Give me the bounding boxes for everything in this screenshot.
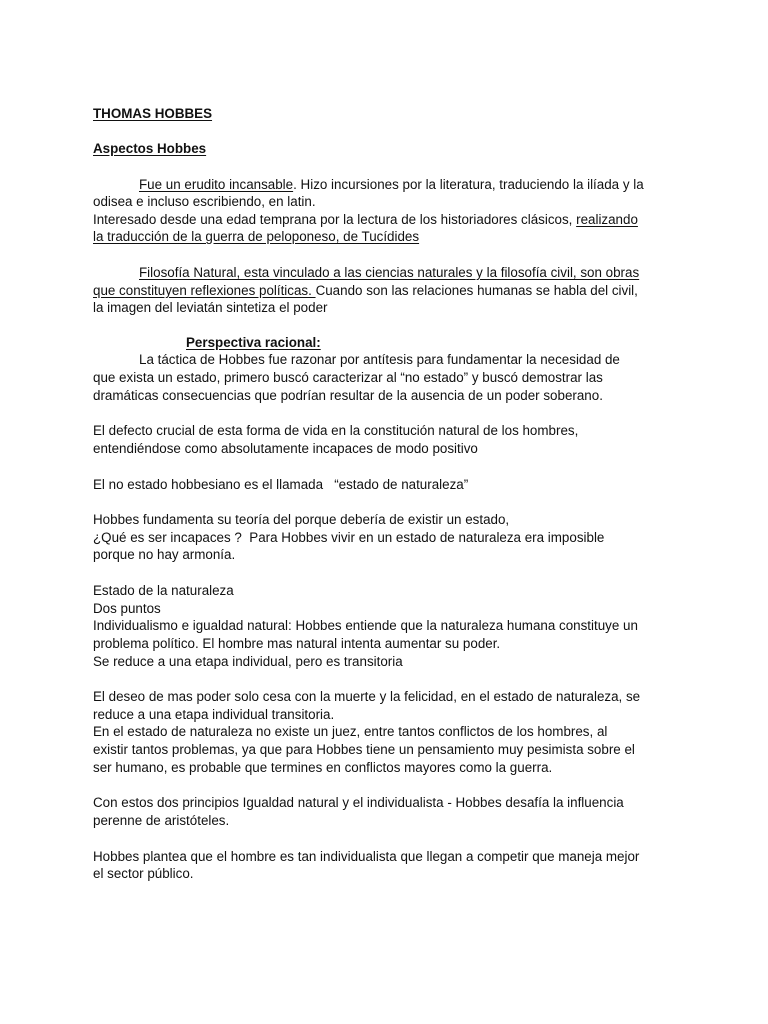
text-span: . Hizo incursiones por la literatura, traduciendo la ilíada y la — [293, 177, 644, 192]
paragraph-line: El no estado hobbesiano es el llamada “estado de naturaleza” — [93, 477, 469, 492]
paragraph-line: Hobbes fundamenta su teoría del porque debería de existir un estado, — [93, 512, 510, 527]
underlined-phrase: que constituyen reflexiones políticas. — [93, 283, 316, 298]
paragraph-line: reduce a una etapa individual transitoria. — [93, 707, 335, 722]
paragraph-line: ¿Qué es ser incapaces ? Para Hobbes vivir en un estado de naturaleza era imposible — [93, 530, 605, 545]
paragraph-line: dramáticas consecuencias que podrían resultar de la ausencia de un poder soberano. — [93, 388, 603, 403]
text-span: Cuando son las relaciones humanas se habla del civil, — [315, 283, 638, 298]
paragraph-line: Con estos dos principios Igualdad natural y el individualista - Hobbes desafía la influencia — [93, 795, 624, 810]
paragraph-line: la imagen del leviatán sintetiza el poder — [93, 300, 328, 315]
paragraph-line — [139, 176, 644, 193]
paragraph-line: Se reduce a una etapa individual, pero es transitoria — [93, 654, 403, 669]
paragraph-line: entendiéndose como absolutamente incapaces de modo positivo — [93, 441, 478, 456]
section-heading-aspectos: Aspectos Hobbes — [93, 141, 207, 156]
paragraph-line: porque no hay armonía. — [93, 547, 236, 562]
paragraph-line: Hobbes plantea que el hombre es tan individualista que llegan a competir que maneja mejor — [93, 849, 640, 864]
paragraph-line: El deseo de mas poder solo cesa con la muerte y la felicidad, en el estado de naturaleza, se — [93, 689, 641, 704]
paragraph-line: perenne de aristóteles. — [93, 813, 230, 828]
paragraph-line: problema político. El hombre mas natural intenta aumentar su poder. — [93, 636, 501, 651]
paragraph-line: El defecto crucial de esta forma de vida en la constitución natural de los hombres, — [93, 423, 579, 438]
document-title: THOMAS HOBBES — [93, 106, 213, 121]
paragraph-line: Dos puntos — [93, 601, 161, 616]
paragraph-line: ser humano, es probable que termines en conflictos mayores como la guerra. — [93, 760, 553, 775]
paragraph-line: En el estado de naturaleza no existe un juez, entre tantos conflictos de los hombres, al — [93, 724, 608, 739]
section-heading-perspectiva: Perspectiva racional: — [186, 335, 321, 350]
paragraph-line: existir tantos problemas, ya que para Hobbes tiene un pensamiento muy pesimista sobre el — [93, 742, 635, 757]
paragraph-line — [93, 211, 638, 228]
paragraph-line: el sector público. — [93, 866, 194, 881]
text-span: Interesado desde una edad temprana por la lectura de los historiadores clásicos, — [93, 212, 577, 227]
paragraph-line: La táctica de Hobbes fue razonar por antítesis para fundamentar la necesidad de — [139, 352, 620, 367]
paragraph-line: que exista un estado, primero buscó caracterizar al “no estado” y buscó demostrar las — [93, 370, 603, 385]
underlined-phrase: Fue un erudito incansable — [139, 177, 294, 192]
paragraph-line: Individualismo e igualdad natural: Hobbes entiende que la naturaleza humana constituye un — [93, 618, 638, 633]
paragraph-line: Filosofía Natural, esta vinculado a las ciencias naturales y la filosofía civil, son obras — [139, 265, 640, 280]
paragraph-line: odisea e incluso escribiendo, en latin. — [93, 194, 316, 209]
paragraph-line: la traducción de la guerra de peloponeso, de Tucídides — [93, 229, 420, 244]
underlined-phrase: realizando — [576, 212, 638, 227]
paragraph-line — [93, 282, 638, 299]
paragraph-line: Estado de la naturaleza — [93, 583, 234, 598]
